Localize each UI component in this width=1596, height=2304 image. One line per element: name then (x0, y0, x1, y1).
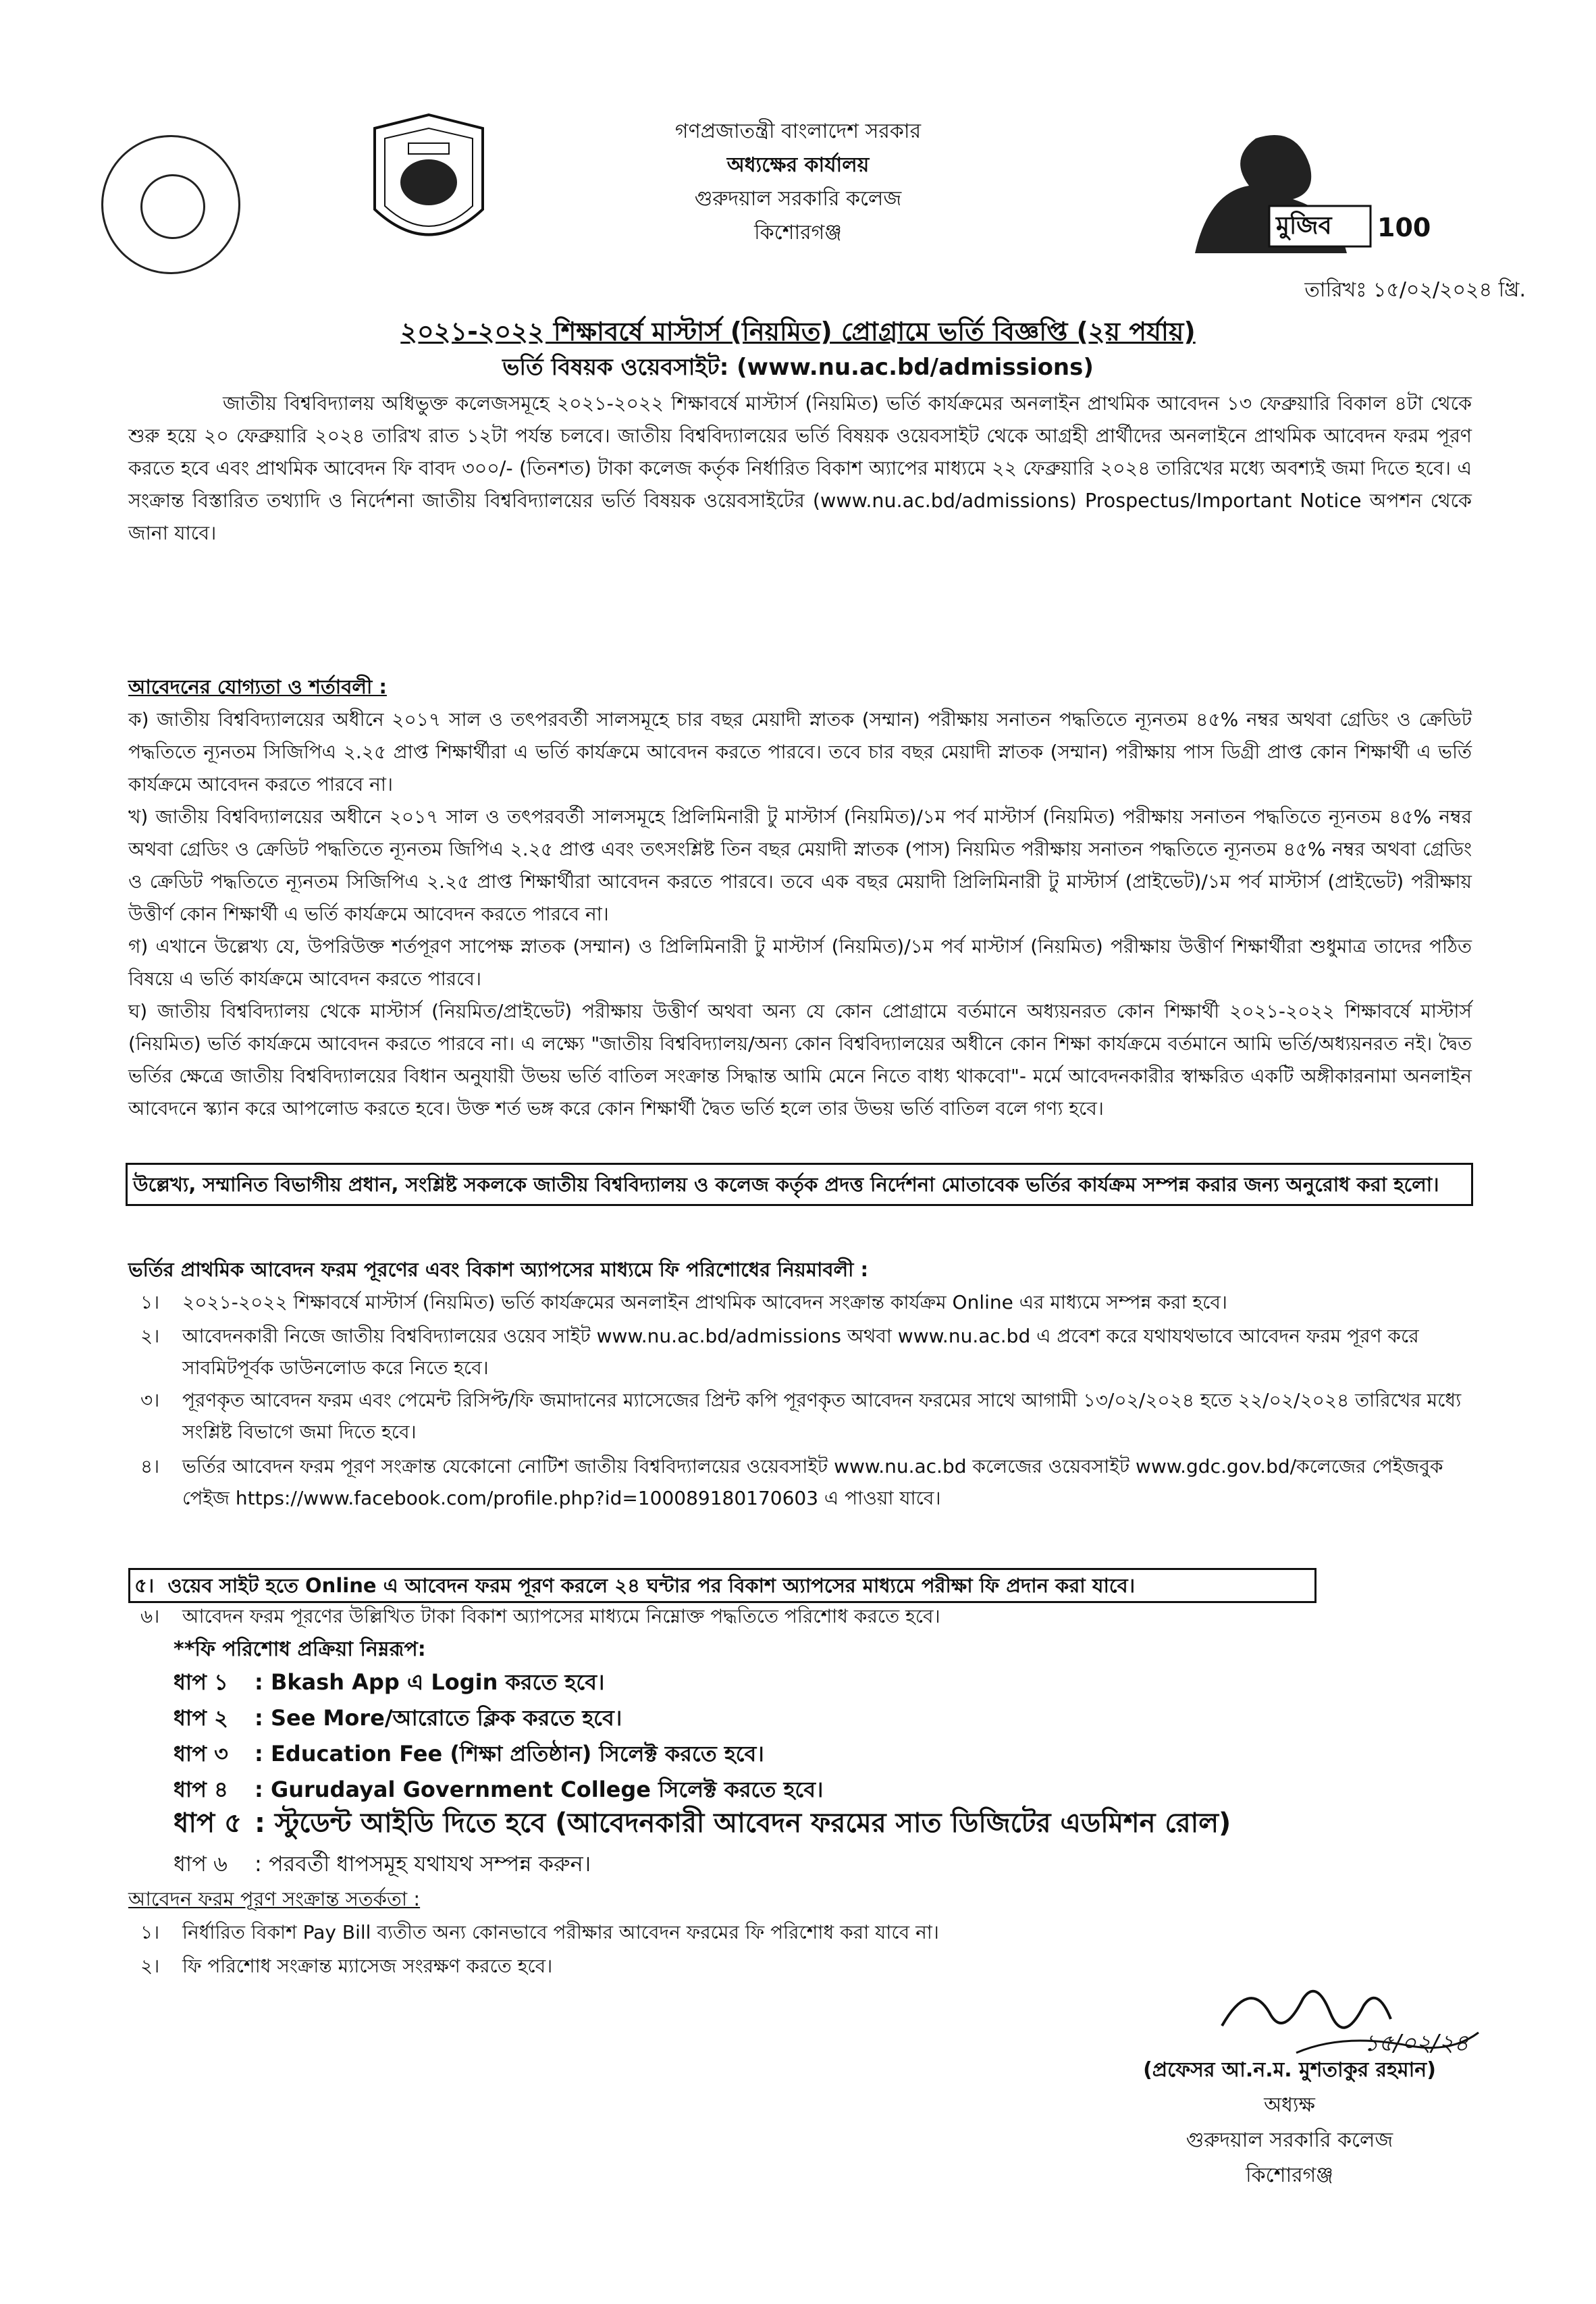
rule-item: ৩। পূরণকৃত আবেদন ফরম এবং পেমেন্ট রিসিপ্ট/ফি জমাদানের ম্যাসেজের প্রিন্ট কপি পূরণকৃত আবেদন ফরমের সাথে আগামী ১৩/০২/২০২৪ হতে ২২/০২/২০২৪ তারিখের মধ্যে সংশ্লিষ্ট বিভাগে জমা দিতে হবে। (140, 1389, 1462, 1443)
payment-step: ধাপ ২ : See More/আরোতে ক্লিক করতে হবে। (174, 1705, 622, 1731)
rule-item: ৪। ভর্তির আবেদন ফরম পূরণ সংক্রান্ত যেকোনো নোটিশ জাতীয় বিশ্ববিদ্যালয়ের ওয়েবসাইট www.nu.ac.bd কলেজের ওয়েবসাইট www.gdc.gov.bd/কলেজের পেইজবুক পেইজ https://www.facebook.com/profile.php?id=100089180170603 এ পাওয়া যাবে। (140, 1455, 1443, 1509)
eligibility-item-kha: খ) জাতীয় বিশ্ববিদ্যালয়ের অধীনে ২০১৭ সাল ও তৎপরবর্তী সালসমূহে প্রিলিমিনারী টু মাস্টার্স (নিয়মিত)/১ম পর্ব মাস্টার্স (নিয়মিত) পরীক্ষায় সনাতন পদ্ধতিতে ন্যূনতম ৪৫% নম্বর অথবা গ্রেডিং ও ক্রেডিট পদ্ধতিতে ন্যূনতম জিপিএ ২.২৫ প্রাপ্ত এবং তৎসংশ্লিষ্ট তিন বছর মেয়াদী স্নাতক (পাস) নিয়মিত পরীক্ষায় সনাতন পদ্ধতিতে ন্যূনতম ৪৫% নম্বর অথবা গ্রেডিং ও ক্রেডিট পদ্ধতিতে ন্যূনতম সিজিপিএ ২.২৫ প্রাপ্ত শিক্ষার্থীরা আবেদন করতে পারবে। তবে এক বছর মেয়াদী প্রিলিমিনারী টু মাস্টার্স (প্রাইভেট)/১ম পর্ব মাস্টার্স (প্রাইভেট) পরীক্ষায় উত্তীর্ণ কোন শিক্ষার্থী এ ভর্তি কার্যক্রমে আবেদন করতে পারবে না। (128, 806, 1472, 925)
signature-block (1067, 2053, 1512, 2193)
eligibility-heading: আবেদনের যোগ্যতা ও শর্তাবলী : (128, 675, 387, 698)
payment-step: ধাপ ১ : Bkash App এ Login করতে হবে। (174, 1669, 605, 1695)
notice-date: তারিখঃ ১৫/০২/২০২৪ খ্রি. (1304, 278, 1526, 302)
eligibility-item-gha: ঘ) জাতীয় বিশ্ববিদ্যালয় থেকে মাস্টার্স (নিয়মিত/প্রাইভেট) পরীক্ষায় উত্তীর্ণ অথবা অন্য যে কোন প্রোগ্রামে বর্তমানে অধ্যয়নরত কোন শিক্ষার্থী ২০২১-২০২২ শিক্ষাবর্ষে মাস্টার্স (নিয়মিত) ভর্তি কার্যক্রমে আবেদন করতে পারবে না। এ লক্ষ্যে "জাতীয় বিশ্ববিদ্যালয়/অন্য কোন বিশ্ববিদ্যালয়ের অধীনে কোন শিক্ষা কার্যক্রমে বর্তমানে আমি ভর্তি/অধ্যয়নরত নই। দ্বৈত ভর্তির ক্ষেত্রে জাতীয় বিশ্ববিদ্যালয়ের বিধান অনুযায়ী উভয় ভর্তি বাতিল সংক্রান্ত সিদ্ধান্ত আমি মেনে নিতে বাধ্য থাকবো"- মর্মে আবেদনকারীর স্বাক্ষরিত একটি অঙ্গীকারনামা অনলাইন আবেদনে স্ক্যান করে আপলোড করতে হবে। উক্ত শর্ত ভঙ্গ করে কোন শিক্ষার্থী দ্বৈত ভর্তি হলে তার উভয় ভর্তি বাতিল বলে গণ্য হবে। (128, 1000, 1472, 1120)
rule-item: ১। ২০২১-২০২২ শিক্ষাবর্ষে মাস্টার্স (নিয়মিত) ভর্তি কার্যক্রমের অনলাইন প্রাথমিক আবেদন সংক্রান্ত কার্যক্রম Online এর মাধ্যমে সম্পন্ন করা হবে। (140, 1291, 1227, 1313)
govt-name: গণপ্রজাতন্ত্রী বাংলাদেশ সরকার (674, 120, 922, 143)
rule-item: ২। আবেদনকারী নিজে জাতীয় বিশ্ববিদ্যালয়ের ওয়েব সাইট www.nu.ac.bd/admissions অথবা www.nu.ac.bd এ প্রবেশ করে যথাযথভাবে আবেদন ফরম পূরণ করে সাবমিটপূর্বক ডাউনলোড করে নিতে হবে। (140, 1325, 1419, 1379)
signatory-designation: অধ্যক্ষ (1264, 2093, 1315, 2117)
fee-process-heading: **ফি পরিশোধ প্রক্রিয়া নিম্নরূপ: (174, 1638, 426, 1661)
admission-website: ভর্তি বিষয়ক ওয়েবসাইট: (www.nu.ac.bd/admissions) (502, 354, 1094, 381)
notice-title: ২০২১-২০২২ শিক্ষাবর্ষে মাস্টার্স (নিয়মিত) প্রোগ্রামে ভর্তি বিজ্ঞপ্তি (২য় পর্যায়) (400, 317, 1196, 346)
payment-step: ধাপ ৬ : পরবর্তী ধাপসমূহ যথাযথ সম্পন্ন করুন। (174, 1851, 591, 1877)
payment-step: ধাপ ৩ : Education Fee (শিক্ষা প্রতিষ্ঠান) সিলেক্ট করতে হবে। (174, 1741, 764, 1766)
payment-step: ধাপ ৫ : স্টুডেন্ট আইডি দিতে হবে (আবেদনকারী আবেদন ফরমের সাত ডিজিটের এডমিশন রোল) (174, 1808, 1231, 1839)
caution-item: ২। ফি পরিশোধ সংক্রান্ত ম্যাসেজ সংরক্ষণ করতে হবে। (140, 1955, 553, 1977)
payment-step: ধাপ ৪ : Gurudayal Government College সিলেক্ট করতে হবে। (174, 1777, 824, 1802)
intro-paragraph: জাতীয় বিশ্ববিদ্যালয় অধিভুক্ত কলেজসমূহে ২০২১-২০২২ শিক্ষাবর্ষে মাস্টার্স (নিয়মিত) ভর্তি কার্যক্রমের অনলাইন প্রাথমিক আবেদন ১৩ ফেব্রুয়ারি বিকাল ৪টা থেকে শুরু হয়ে ২০ ফেব্রুয়ারি ২০২৪ তারিখ রাত ১২টা পর্যন্ত চলবে। জাতীয় বিশ্ববিদ্যালয়ের ভর্তি বিষয়ক ওয়েবসাইট থেকে আগ্রহী প্রার্থীদের অনলাইনে প্রাথমিক আবেদন ফরম পূরণ করতে হবে এবং প্রাথমিক আবেদন ফি বাবদ ৩০০/- (তিনশত) টাকা কলেজ কর্তৃক নির্ধারিত বিকাশ অ্যাপের মাধ্যমে ২২ ফেব্রুয়ারি ২০২৪ তারিখের মধ্যে অবশ্যই জমা দিতে হবে। এ সংক্রান্ত বিস্তারিত তথ্যাদি ও নির্দেশনা জাতীয় বিশ্ববিদ্যালয়ের ভর্তি বিষয়ক ওয়েবসাইটের (www.nu.ac.bd/admissions) Prospectus/Important Notice অপশন থেকে জানা যাবে। (128, 392, 1472, 544)
district-name: কিশোরগঞ্জ (754, 221, 842, 244)
rule-item: ৬। আবেদন ফরম পূরণের উল্লিখিত টাকা বিকাশ অ্যাপসের মাধ্যমে নিম্নোক্ত পদ্ধতিতে পরিশোধ করতে হবে। (140, 1605, 940, 1627)
signatory-name: (প্রফেসর আ.ন.ম. মুশতাকুর রহমান) (1143, 2058, 1436, 2082)
letterhead (0, 115, 1596, 250)
signatory-college: গুরুদয়াল সরকারি কলেজ (1186, 2128, 1393, 2152)
college-name: গুরুদয়াল সরকারি কলেজ (694, 187, 902, 211)
mujib-logo-text: মুজিব (1276, 212, 1332, 240)
caution-heading: আবেদন ফরম পূরণ সংক্রান্ত সতর্কতা : (128, 1887, 421, 1910)
eligibility-item-ka: ক) জাতীয় বিশ্ববিদ্যালয়ের অধীনে ২০১৭ সাল ও তৎপরবর্তী সালসমূহে চার বছর মেয়াদী স্নাতক (সম্মান) পরীক্ষায় সনাতন পদ্ধতিতে ন্যূনতম ৪৫% নম্বর অথবা গ্রেডিং ও ক্রেডিট পদ্ধতিতে ন্যূনতম সিজিপিএ ২.২৫ প্রাপ্ত শিক্ষার্থীরা এ ভর্তি কার্যক্রমে আবেদন করতে পারবে। তবে চার বছর মেয়াদী স্নাতক (সম্মান) পরীক্ষায় পাস ডিগ্রী প্রাপ্ত কোন শিক্ষার্থী এ ভর্তি কার্যক্রমে আবেদন করতে পারবে না। (128, 708, 1472, 795)
signature-date: ১৫/০২/২৪ (1364, 2030, 1469, 2057)
office-name: অধ্যক্ষের কার্যালয় (726, 153, 870, 177)
mujib-logo-years: 100 (1377, 213, 1431, 242)
signatory-district: কিশোরগঞ্জ (1246, 2164, 1333, 2187)
rule-item-5-boxed: ৫। ওয়েব সাইট হতে Online এ আবেদন ফরম পূরণ করলে ২৪ ঘন্টার পর বিকাশ অ্যাপসের মাধ্যমে পরীক্ষা ফি প্রদান করা যাবে। (128, 1568, 1316, 1603)
eligibility-item-ga: গ) এখানে উল্লেখ্য যে, উপরিউক্ত শর্তপূরণ সাপেক্ষ স্নাতক (সম্মান) ও প্রিলিমিনারী টু মাস্টার্স (নিয়মিত)/১ম পর্ব মাস্টার্স (নিয়মিত) পরীক্ষায় উত্তীর্ণ শিক্ষার্থীরা শুধুমাত্র তাদের পঠিত বিষয়ে এ ভর্তি কার্যক্রমে আবেদন করতে পারবে। (128, 935, 1472, 990)
notice-box: উল্লেখ্য, সম্মানিত বিভাগীয় প্রধান, সংশ্লিষ্ট সকলকে জাতীয় বিশ্ববিদ্যালয় ও কলেজ কর্তৃক প্রদত্ত নির্দেশনা মোতাবেক ভর্তির কার্যক্রম সম্পন্ন করার জন্য অনুরোধ করা হলো। (126, 1163, 1473, 1206)
rules-heading: ভর্তির প্রাথমিক আবেদন ফরম পূরণের এবং বিকাশ অ্যাপসের মাধ্যমে ফি পরিশোধের নিয়মাবলী : (128, 1258, 869, 1281)
caution-item: ১। নির্ধারিত বিকাশ Pay Bill ব্যতীত অন্য কোনভাবে পরীক্ষার আবেদন ফরমের ফি পরিশোধ করা যাবে না। (140, 1921, 939, 1943)
